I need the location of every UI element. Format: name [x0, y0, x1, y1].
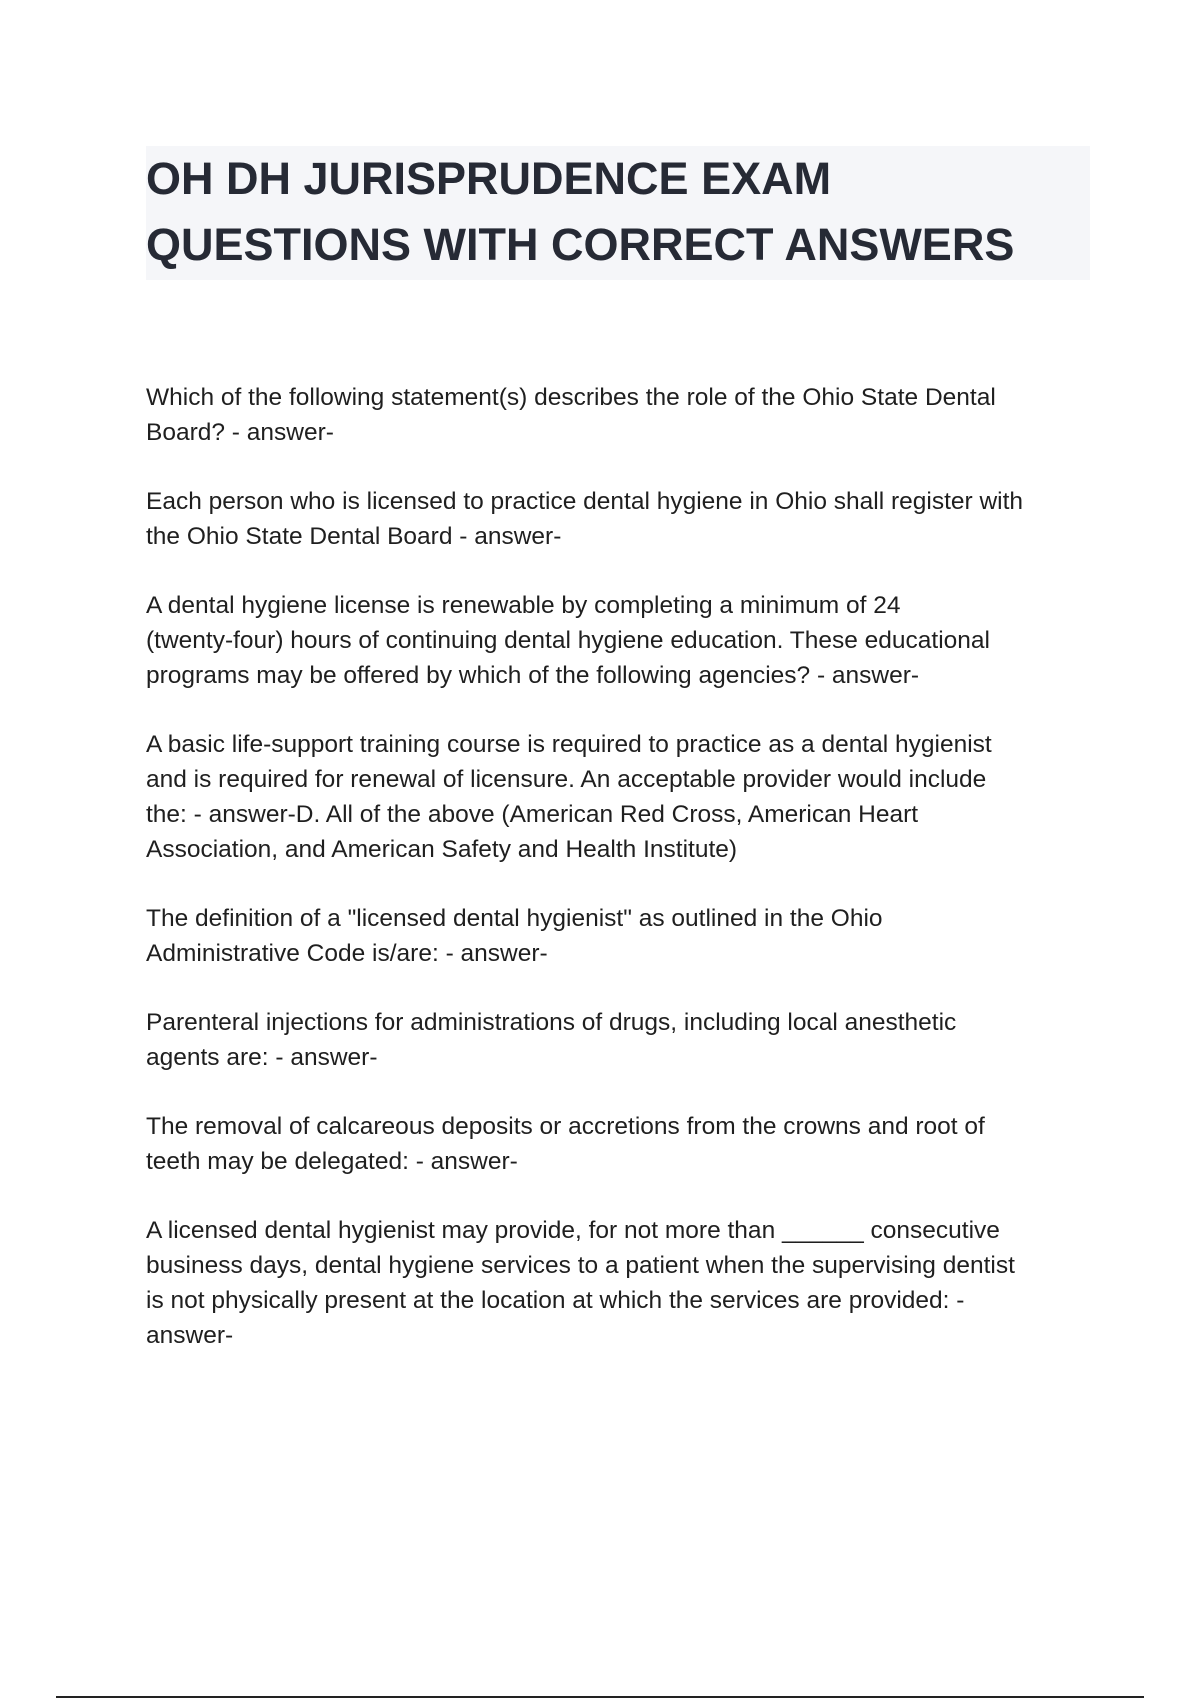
question-text-line: The definition of a "licensed dental hygienist" as outlined in the Ohio	[146, 905, 883, 932]
question-text-line: the Ohio State Dental Board - answer-	[146, 523, 562, 550]
question-item-5	[146, 901, 1096, 971]
question-text-line: business days, dental hygiene services to a patient when the supervising dentist	[146, 1252, 1015, 1279]
question-text-line: The removal of calcareous deposits or accretions from the crowns and root of	[146, 1113, 985, 1140]
question-item-4	[146, 727, 1096, 867]
question-item-1	[146, 380, 1096, 450]
question-item-2	[146, 484, 1096, 554]
question-text-line: Each person who is licensed to practice dental hygiene in Ohio shall register with	[146, 488, 1024, 515]
question-list	[146, 380, 1096, 1387]
question-item-6	[146, 1005, 1096, 1075]
question-text-line: teeth may be delegated: - answer-	[146, 1148, 518, 1175]
question-text-line: Which of the following statement(s) describes the role of the Ohio State Dental	[146, 384, 996, 411]
question-text-line: agents are: - answer-	[146, 1044, 378, 1071]
title-line-1: OH DH JURISPRUDENCE EXAM	[146, 153, 832, 204]
question-text-line: Parenteral injections for administrations of drugs, including local anesthetic	[146, 1009, 957, 1036]
question-text-line: Association, and American Safety and Health Institute)	[146, 836, 738, 863]
question-item-3	[146, 588, 1096, 693]
question-text-line: A licensed dental hygienist may provide, for not more than ______ consecutive	[146, 1217, 1000, 1244]
question-text-line: answer-	[146, 1322, 234, 1349]
question-text-line: A dental hygiene license is renewable by completing a minimum of 24	[146, 592, 901, 619]
question-text-line: the: - answer-D. All of the above (American Red Cross, American Heart	[146, 801, 919, 828]
question-text-line: is not physically present at the location at which the services are provided: -	[146, 1287, 965, 1314]
title-line-2: QUESTIONS WITH CORRECT ANSWERS	[146, 219, 1015, 270]
question-text-line: Administrative Code is/are: - answer-	[146, 940, 548, 967]
question-item-7	[146, 1109, 1096, 1179]
page-bottom-rule	[56, 1696, 1144, 1698]
question-text-line: programs may be offered by which of the following agencies? - answer-	[146, 662, 920, 689]
question-text-line: Board? - answer-	[146, 419, 334, 446]
document-title	[146, 146, 1090, 280]
question-text-line: A basic life-support training course is required to practice as a dental hygienist	[146, 731, 992, 758]
question-text-line: and is required for renewal of licensure. An acceptable provider would include	[146, 766, 987, 793]
question-text-line: (twenty-four) hours of continuing dental hygiene education. These educational	[146, 627, 990, 654]
question-item-8	[146, 1213, 1096, 1353]
